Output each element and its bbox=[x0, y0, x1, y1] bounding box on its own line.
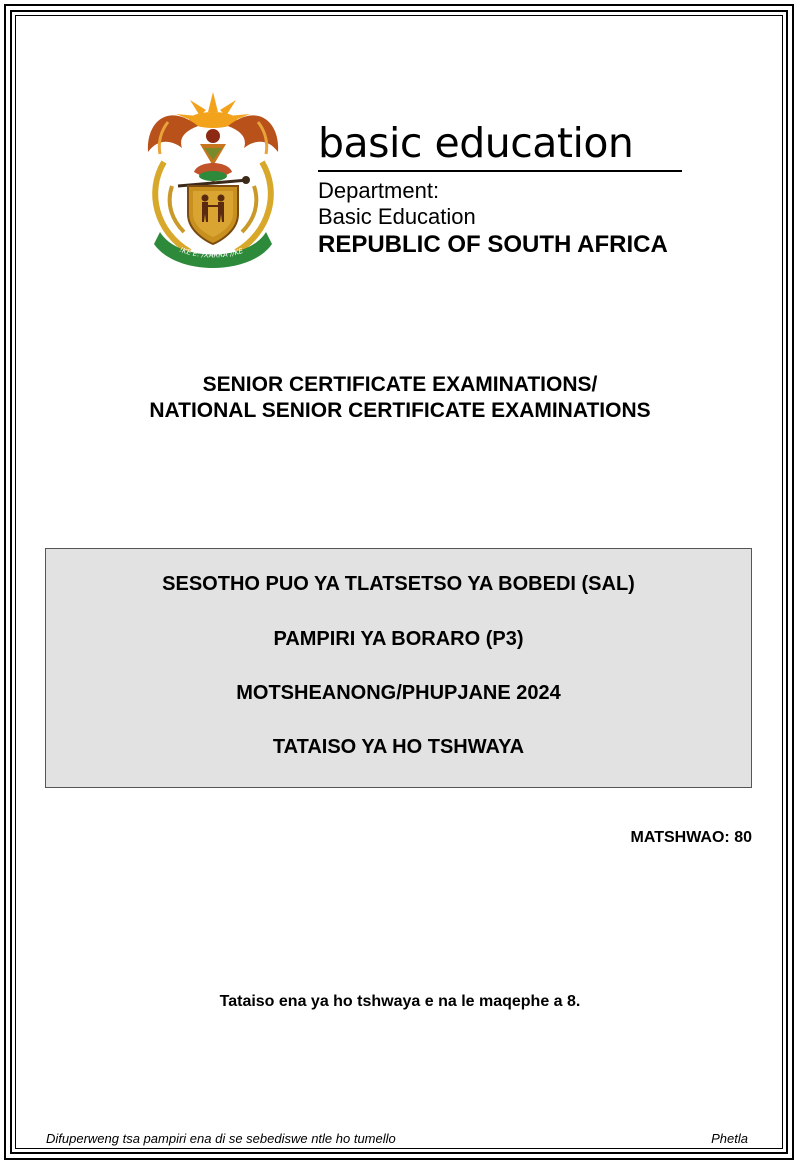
paper-number: PAMPIRI YA BORARO (P3) bbox=[273, 628, 524, 650]
country-name: REPUBLIC OF SOUTH AFRICA bbox=[318, 231, 668, 258]
crest-motto: !KE E: /XARRA //KE bbox=[178, 245, 245, 260]
subject-box bbox=[45, 548, 752, 788]
department-label: Department: bbox=[318, 178, 440, 203]
page-count-note: Tataiso ena ya ho tshwaya e na le maqephe a 8. bbox=[219, 993, 581, 1010]
subject-title: SESOTHO PUO YA TLATSETSO YA BOBEDI (SAL) bbox=[162, 573, 635, 595]
exam-heading-line2: NATIONAL SENIOR CERTIFICATE EXAMINATIONS bbox=[149, 399, 651, 422]
department-name: Basic Education bbox=[318, 204, 476, 229]
copyright-note: Difuperweng tsa pampiri ena di se sebediswe ntle ho tumello bbox=[46, 1131, 396, 1146]
exam-heading bbox=[0, 372, 800, 424]
brand-title: basic education bbox=[318, 119, 634, 167]
brand-divider bbox=[318, 170, 682, 172]
document-type: TATAISO YA HO TSHWAYA bbox=[272, 736, 525, 758]
total-marks: MATSHWAO: 80 bbox=[630, 829, 752, 846]
coat-of-arms-icon bbox=[138, 82, 288, 278]
exam-session: MOTSHEANONG/PHUPJANE 2024 bbox=[236, 682, 561, 704]
brand-block bbox=[318, 118, 688, 260]
exam-heading-line1: SENIOR CERTIFICATE EXAMINATIONS/ bbox=[202, 373, 598, 396]
turn-over-label: Phetla bbox=[711, 1131, 748, 1146]
